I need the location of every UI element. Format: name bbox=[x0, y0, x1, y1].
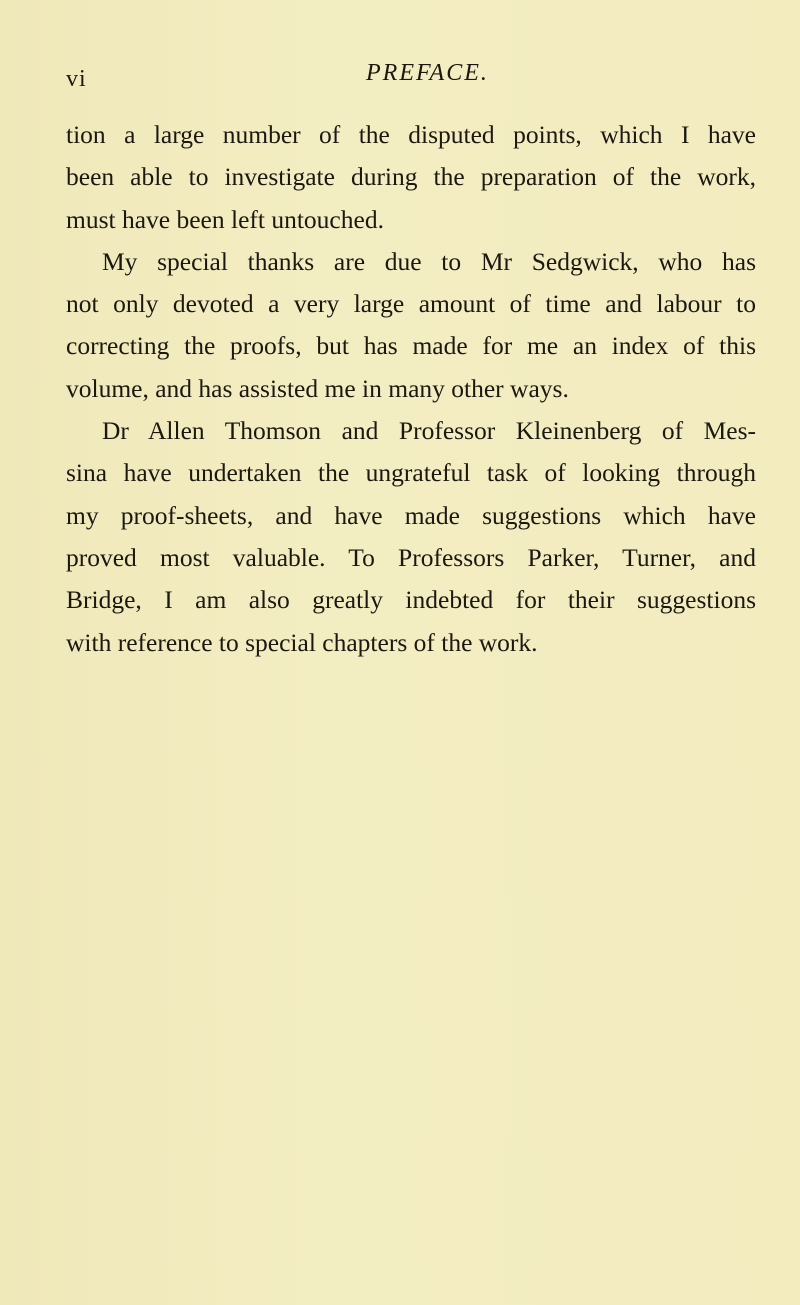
paragraph-2 bbox=[66, 241, 756, 410]
text-line: with reference to special chapters of the work. bbox=[66, 627, 538, 657]
text-line: been able to investigate during the preparation of the work, bbox=[66, 162, 756, 192]
body-text bbox=[66, 114, 756, 664]
text-line: volume, and has assisted me in many other ways. bbox=[66, 373, 569, 403]
paragraph-3 bbox=[66, 410, 756, 664]
page-number: vi bbox=[66, 66, 87, 92]
text-line: My special thanks are due to Mr Sedgwick, who has bbox=[102, 246, 756, 276]
text-line: Dr Allen Thomson and Professor Kleinenberg of Mes- bbox=[102, 416, 756, 446]
text-line: Bridge, I am also greatly indebted for their suggestions bbox=[66, 585, 756, 615]
text-line: proved most valuable. To Professors Parker, Turner, and bbox=[66, 542, 756, 572]
text-line: must have been left untouched. bbox=[66, 204, 384, 234]
text-line: sina have undertaken the ungrateful task of looking through bbox=[66, 458, 756, 488]
text-line: not only devoted a very large amount of time and labour to bbox=[66, 289, 756, 319]
running-head: PREFACE. bbox=[366, 60, 489, 86]
text-line: correcting the proofs, but has made for me an index of this bbox=[66, 331, 756, 361]
text-line: my proof-sheets, and have made suggestions which have bbox=[66, 500, 756, 530]
text-line: tion a large number of the disputed points, which I have bbox=[66, 120, 756, 149]
paragraph-1 bbox=[66, 114, 756, 241]
page-header bbox=[0, 60, 800, 100]
